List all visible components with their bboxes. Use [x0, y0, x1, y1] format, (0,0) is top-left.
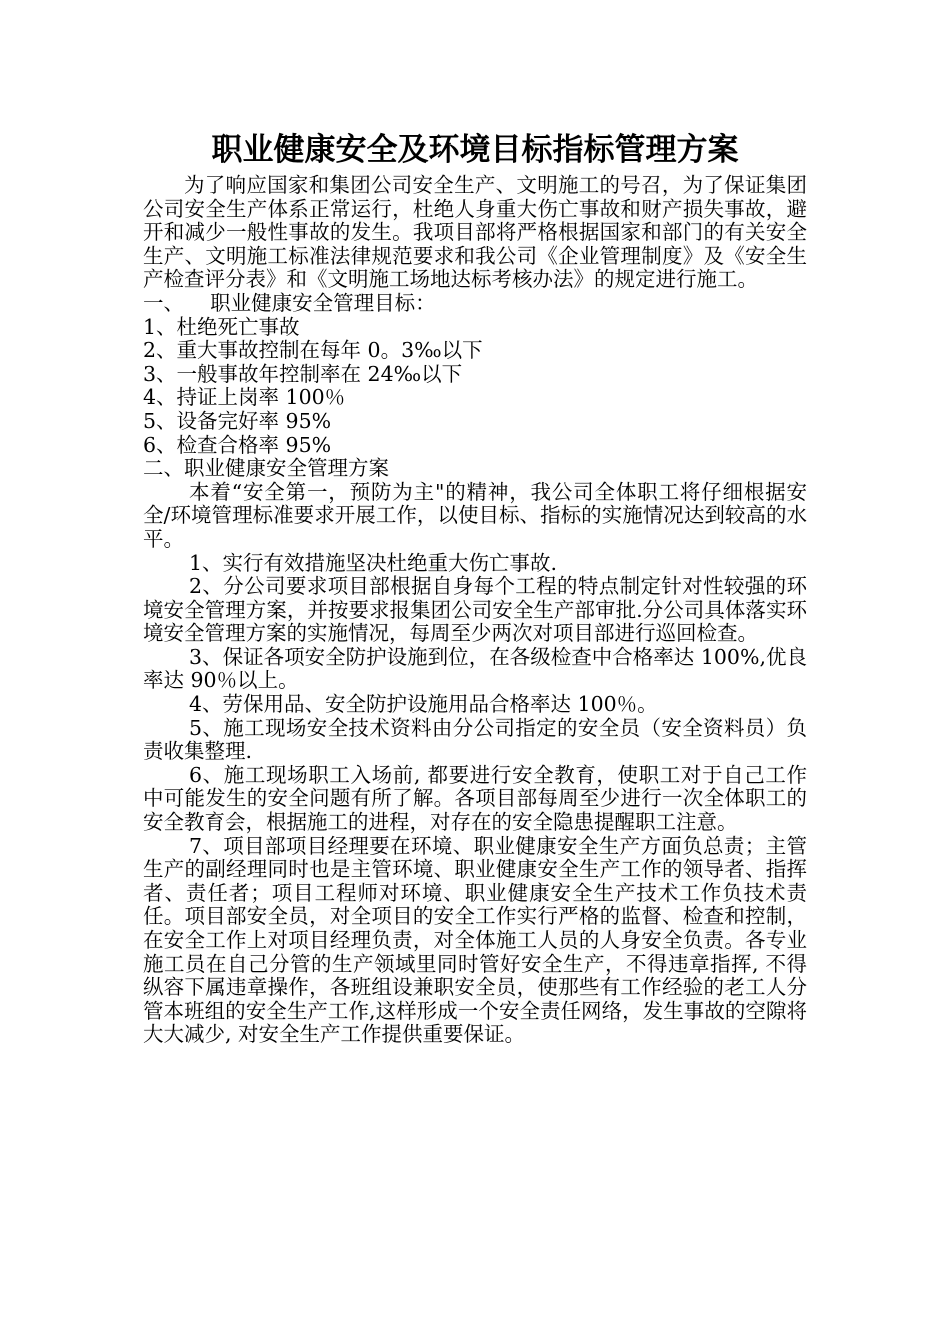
target-item: 1、杜绝死亡事故: [143, 314, 300, 339]
target-item: 5、设备完好率 95%: [143, 408, 332, 433]
section-heading-plan: 二、职业健康安全管理方案: [143, 456, 389, 481]
document-page: [143, 128, 807, 1047]
measure-item: 5、施工现场安全技术资料由分公司指定的安全员（安全资料员）负责收集整理.: [143, 715, 807, 764]
target-item: 6、检查合格率 95%: [143, 432, 332, 457]
plan-intro-paragraph: 本着“安全第一，预防为主"的精神，我公司全体职工将仔细根据安全/环境管理标准要求开展工作，以使目标、指标的实施情况达到较高的水平。: [143, 479, 807, 551]
measure-item: 1、实行有效措施坚决杜绝重大伤亡事故.: [189, 550, 558, 575]
measure-item: 4、劳保用品、安全防护设施用品合格率达 100％。: [189, 692, 658, 717]
measure-item: 2、分公司要求项目部根据自身每个工程的特点制定针对性较强的环境安全管理方案，并按要求报集团公司安全生产部审批.分公司具体落实环境安全管理方案的实施情况，每周至少两次对项目部进行巡回检查。: [143, 574, 807, 646]
measure-item: 7、项目部项目经理要在环境、职业健康安全生产方面负总责；主管生产的副经理同时也是主管环境、职业健康安全生产工作的领导者、指挥者、责任者；项目工程师对环境、职业健康安全生产技术工作负技术责任。项目部安全员，对全项目的安全工作实行严格的监督、检查和控制，在安全工作上对项目经理负责，对全体施工人员的人身安全负责。各专业施工员在自己分管的生产领域里同时管好安全生产，不得违章指挥, 不得纵容下属违章操作，各班组设兼职安全员，使那些有工作经验的老工人分管本班组的安全生产工作,这样形成一个安全责任网络，发生事故的空隙将大大减少, 对安全生产工作提供重要保证。: [143, 833, 807, 1047]
target-item: 2、重大事故控制在每年 0。3‰以下: [143, 338, 483, 363]
intro-paragraph: 为了响应国家和集团公司安全生产、文明施工的号召，为了保证集团公司安全生产体系正常运行，杜绝人身重大伤亡事故和财产损失事故，避开和减少一般性事故的发生。我项目部将严格根据国家和部门的有关安全生产、文明施工标准法律规范要求和我公司《企业管理制度》及《安全生产检查评分表》和《文明施工场地达标考核办法》的规定进行施工。: [143, 173, 807, 292]
section-heading-goals: 一、 职业健康安全管理目标：: [143, 290, 436, 315]
measure-item: 3、保证各项安全防护设施到位，在各级检查中合格率达 100%,优良率达 90％以上。: [143, 644, 807, 693]
document-title: 职业健康安全及环境目标指标管理方案: [211, 132, 739, 168]
target-item: 3、一般事故年控制率在 24‰以下: [143, 361, 463, 386]
target-item: 4、持证上岗率 100％: [143, 385, 346, 410]
measure-item: 6、施工现场职工入场前, 都要进行安全教育，使职工对于自己工作中可能发生的安全问题有所了解。各项目部每周至少进行一次全体职工的安全教育会，根据施工的进程，对存在的安全隐患提醒职工注意。: [143, 762, 807, 835]
